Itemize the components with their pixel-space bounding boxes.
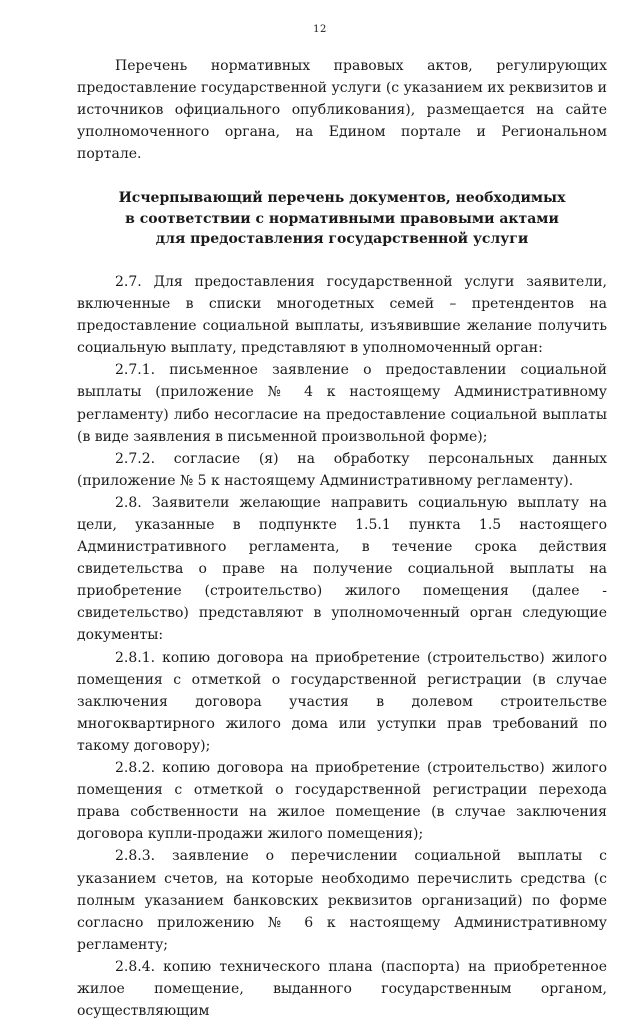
paragraph-2-8-4: 2.8.4. копию технического плана (паспорта) на приобретенное жилое помещение, выданного государственным органом, осуществляющим [77, 958, 607, 1020]
intro-paragraph: Перечень нормативных правовых актов, регулирующих предоставление государственной услуги (с указанием их реквизитов и источников официального опубликования), размещается на сайте уполномоченного органа, на Едином портале и Региональном портале. [77, 58, 607, 163]
page-number: 12 [313, 24, 327, 35]
heading-line-3: для предоставления государственной услуги [155, 231, 529, 248]
paragraph-2-8-1: 2.8.1. копию договора на приобретение (строительство) жилого помещения с отметкой о государственной регистрации (в случае заключения договора участия в долевом строительстве многоквартирного жилого дома или уступки прав требований по такому договору); [77, 649, 607, 754]
paragraph-2-8-2: 2.8.2. копию договора на приобретение (строительство) жилого помещения с отметкой о государственной регистрации перехода права собственности на жилое помещение (в случае заключения договора купли-продажи жилого помещения); [77, 760, 607, 843]
paragraph-2-8: 2.8. Заявители желающие направить социальную выплату на цели, указанные в подпункте 1.5.1 пункта 1.5 настоящего Административного регламента, в течение срока действия свидетельства о праве на получение социальной выплаты на приобретение (строительство) жилого помещения (далее - свидетельство) представляют в уполномоченный орган следующие документы: [77, 494, 607, 644]
paragraph-2-8-3: 2.8.3. заявление о перечислении социальной выплаты с указанием счетов, на которые необходимо перечислить средства (с полным указанием банковских реквизитов организаций) по форме согласно приложению № 6 к настоящему Административному регламенту; [77, 848, 607, 953]
heading-line-1: Исчерпывающий перечень документов, необходимых [118, 190, 566, 207]
paragraph-2-7-1: 2.7.1. письменное заявление о предоставлении социальной выплаты (приложение № 4 к настоящему Административному регламенту) либо несогласие на предоставление социальной выплаты (в виде заявления в письменной произвольной форме); [77, 362, 607, 445]
heading-line-2: в соответствии с нормативными правовыми актами [125, 210, 559, 227]
document-body [77, 55, 607, 1022]
paragraph-2-7: 2.7. Для предоставления государственной услуги заявители, включенные в списки многодетных семей – претендентов на предоставление социальной выплаты, изъявившие желание получить социальную выплату, представляют в уполномоченный орган: [77, 273, 607, 357]
paragraph-2-7-2: 2.7.2. согласие (я) на обработку персональных данных (приложение № 5 к настоящему Административному регламенту). [77, 450, 607, 489]
section-heading [77, 188, 607, 250]
